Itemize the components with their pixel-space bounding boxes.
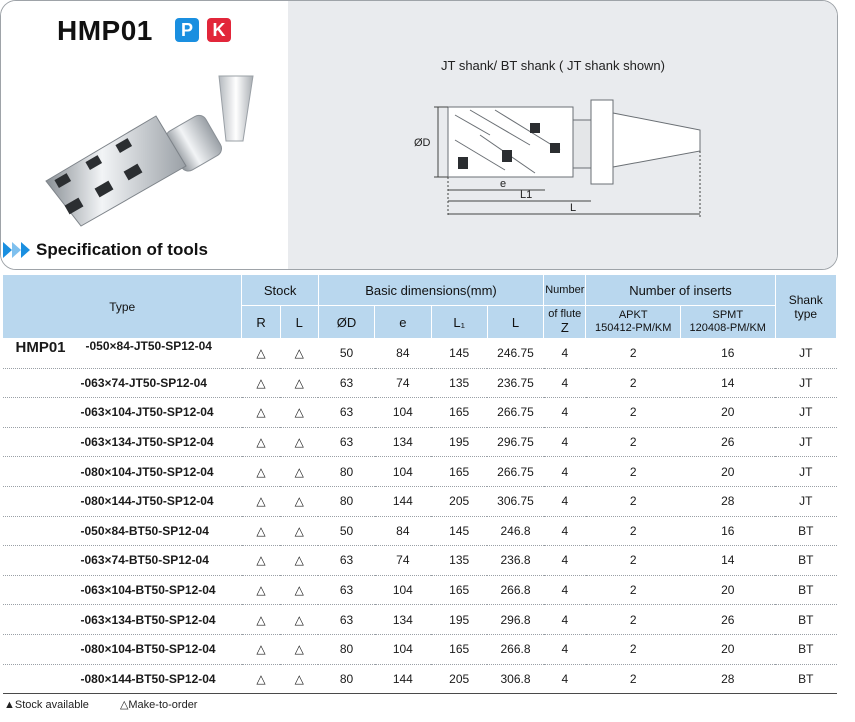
cell-model: -063×74-BT50-SP12-04 [3,546,242,576]
cell-apkt: 2 [586,486,681,516]
cell-e: 144 [375,664,431,694]
cell-shank: JT [775,427,836,457]
drawing-label-l1: L1 [520,189,533,201]
col-l: L [487,306,543,339]
cell-l: △ [280,427,318,457]
series-label: HMP01 [15,339,66,356]
table-row [3,516,837,546]
cell-z: 4 [544,634,586,664]
cell-d: 63 [318,427,374,457]
cell-spmt: 28 [680,486,775,516]
tool-drawing [410,95,720,230]
cell-shank: BT [775,634,836,664]
cell-e: 84 [375,339,431,369]
cell-l: △ [280,486,318,516]
cell-l1: 165 [431,457,487,487]
cell-spmt: 20 [680,398,775,428]
table-row [3,486,837,516]
cell-shank: BT [775,516,836,546]
table-row [3,546,837,576]
cell-e: 144 [375,486,431,516]
col-e: e [375,306,431,339]
table-row [3,368,837,398]
cell-r: △ [242,457,280,487]
cell-spmt: 16 [680,516,775,546]
cell-d: 80 [318,664,374,694]
cell-spmt: 20 [680,634,775,664]
cell-d: 80 [318,457,374,487]
cell-d: 63 [318,605,374,635]
cell-r: △ [242,486,280,516]
col-flute-line1: Number [544,275,586,306]
cell-apkt: 2 [586,368,681,398]
cell-z: 4 [544,339,586,369]
cell-apkt: 2 [586,664,681,694]
cell-apkt: 2 [586,605,681,635]
cell-model: -050×84-BT50-SP12-04 [3,516,242,546]
cell-l1: 195 [431,605,487,635]
col-stock-l: L [280,306,318,339]
drawing-label-e: e [500,178,507,190]
cell-apkt: 2 [586,634,681,664]
cell-model: -063×134-BT50-SP12-04 [3,605,242,635]
cell-d: 63 [318,546,374,576]
cell-d: 50 [318,339,374,369]
cell-d: 63 [318,575,374,605]
cell-l1: 145 [431,339,487,369]
header-left [1,1,288,269]
cell-z: 4 [544,398,586,428]
cell-spmt: 14 [680,368,775,398]
cell-len: 296.75 [487,427,543,457]
cell-z: 4 [544,664,586,694]
cell-d: 50 [318,516,374,546]
cell-z: 4 [544,546,586,576]
col-l1: L₁ [431,306,487,339]
cell-z: 4 [544,575,586,605]
cell-l: △ [280,368,318,398]
cell-shank: BT [775,546,836,576]
table-row [3,605,837,635]
cell-len: 266.75 [487,457,543,487]
col-type: Type [3,275,242,339]
cell-shank: BT [775,575,836,605]
col-shank: Shank type [775,275,836,339]
cell-model: -063×104-JT50-SP12-04 [3,398,242,428]
cell-model: -080×144-JT50-SP12-04 [3,486,242,516]
cell-d: 80 [318,486,374,516]
col-inserts: Number of inserts [586,275,775,306]
cell-z: 4 [544,368,586,398]
cell-l1: 135 [431,368,487,398]
cell-r: △ [242,427,280,457]
cell-e: 104 [375,398,431,428]
cell-l1: 195 [431,427,487,457]
cell-r: △ [242,339,280,369]
cell-l1: 165 [431,575,487,605]
cell-e: 84 [375,516,431,546]
cell-e: 74 [375,368,431,398]
cell-shank: BT [775,605,836,635]
cell-r: △ [242,516,280,546]
col-basic: Basic dimensions(mm) [318,275,543,306]
cell-l: △ [280,634,318,664]
cell-l: △ [280,457,318,487]
cell-r: △ [242,634,280,664]
table-row [3,664,837,694]
cell-z: 4 [544,605,586,635]
table-row [3,575,837,605]
col-stock: Stock [242,275,318,306]
cell-model: -063×74-JT50-SP12-04 [3,368,242,398]
cell-d: 63 [318,368,374,398]
col-flute: of flute Z [544,306,586,339]
cell-len: 236.75 [487,368,543,398]
cell-e: 134 [375,605,431,635]
cell-spmt: 20 [680,575,775,605]
cell-e: 134 [375,427,431,457]
cell-l: △ [280,339,318,369]
cell-len: 306.8 [487,664,543,694]
cell-z: 4 [544,516,586,546]
cell-e: 104 [375,457,431,487]
cell-apkt: 2 [586,457,681,487]
cell-r: △ [242,664,280,694]
cell-len: 266.75 [487,398,543,428]
cell-l1: 205 [431,664,487,694]
cell-apkt: 2 [586,546,681,576]
spec-table-body [3,339,837,694]
cell-shank: BT [775,664,836,694]
spec-table [2,274,837,694]
cell-l: △ [280,664,318,694]
cell-spmt: 26 [680,427,775,457]
cell-z: 4 [544,427,586,457]
cell-type [3,339,242,369]
cell-l: △ [280,605,318,635]
table-row [3,398,837,428]
cell-model: -063×134-JT50-SP12-04 [3,427,242,457]
cell-z: 4 [544,486,586,516]
cell-shank: JT [775,398,836,428]
cell-l1: 205 [431,486,487,516]
cell-l1: 135 [431,546,487,576]
spec-heading: Specification of tools [36,240,208,259]
cell-apkt: 2 [586,339,681,369]
table-row [3,457,837,487]
cell-model: -063×104-BT50-SP12-04 [3,575,242,605]
cell-len: 246.75 [487,339,543,369]
arrow-right-icon [3,241,31,259]
cell-e: 74 [375,546,431,576]
cell-l: △ [280,516,318,546]
cell-d: 63 [318,398,374,428]
cell-r: △ [242,546,280,576]
cell-apkt: 2 [586,427,681,457]
cell-model: -080×104-BT50-SP12-04 [3,634,242,664]
col-spmt: SPMT 120408-PM/KM [680,306,775,339]
col-apkt: APKT 150412-PM/KM [586,306,681,339]
drawing-label-d: ØD [414,137,431,149]
cell-shank: JT [775,486,836,516]
cell-len: 266.8 [487,575,543,605]
cell-spmt: 28 [680,664,775,694]
legend-make-to-order: △Make-to-order [119,699,198,711]
tool-photo [21,61,271,231]
cell-l: △ [280,546,318,576]
cell-shank: JT [775,457,836,487]
cell-l1: 165 [431,634,487,664]
legend [4,698,225,711]
cell-spmt: 14 [680,546,775,576]
cell-l1: 145 [431,516,487,546]
legend-available: ▲Stock available [4,699,89,711]
cell-spmt: 16 [680,339,775,369]
cell-len: 306.75 [487,486,543,516]
cell-model: -050×84-JT50-SP12-04 [85,339,212,353]
cell-apkt: 2 [586,575,681,605]
cell-len: 296.8 [487,605,543,635]
table-row [3,427,837,457]
table-row [3,339,837,369]
cell-model: -080×144-BT50-SP12-04 [3,664,242,694]
badge-p: P [175,18,199,42]
col-stock-r: R [242,306,280,339]
cell-model: -080×104-JT50-SP12-04 [3,457,242,487]
cell-z: 4 [544,457,586,487]
cell-r: △ [242,368,280,398]
product-title: HMP01 [57,15,153,46]
cell-apkt: 2 [586,516,681,546]
cell-r: △ [242,605,280,635]
cell-len: 266.8 [487,634,543,664]
cell-len: 246.8 [487,516,543,546]
cell-r: △ [242,575,280,605]
table-row [3,634,837,664]
cell-apkt: 2 [586,398,681,428]
drawing-label-l: L [570,202,577,214]
cell-e: 104 [375,634,431,664]
badge-k: K [207,18,231,42]
cell-l: △ [280,575,318,605]
cell-e: 104 [375,575,431,605]
cell-l: △ [280,398,318,428]
cell-len: 236.8 [487,546,543,576]
cell-spmt: 20 [680,457,775,487]
cell-l1: 165 [431,398,487,428]
cell-shank: JT [775,368,836,398]
cell-r: △ [242,398,280,428]
cell-spmt: 26 [680,605,775,635]
cell-d: 80 [318,634,374,664]
shank-note: JT shank/ BT shank ( JT shank shown) [441,58,665,73]
col-d: ØD [318,306,374,339]
cell-shank: JT [775,339,836,369]
